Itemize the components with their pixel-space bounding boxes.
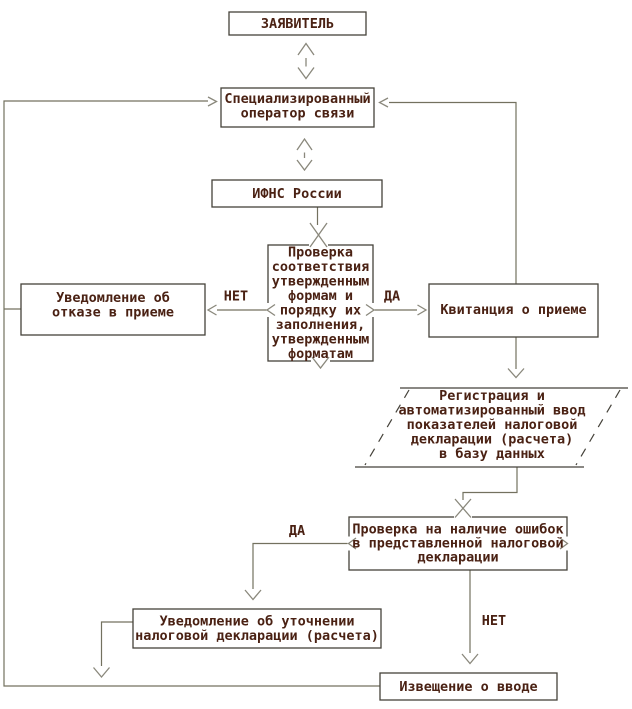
operator-label-line1: Специализированный bbox=[224, 91, 371, 107]
arrow-into-operator-right-icon bbox=[380, 98, 389, 107]
reject-notice-line2: отказе в приеме bbox=[52, 304, 174, 321]
clarification-notice-line2: налоговой декларации (расчета) bbox=[135, 628, 379, 644]
arrow-into-bottomloop-icon bbox=[94, 668, 110, 678]
error-check-line3: декларации bbox=[417, 549, 499, 566]
error-check-x-mark-icon bbox=[455, 499, 471, 518]
check-forms-line7: утвержденным bbox=[271, 331, 370, 348]
arrow-into-reject-icon bbox=[208, 305, 217, 315]
edge-label-yes-forms: ДА bbox=[383, 288, 401, 305]
applicant-label: ЗАЯВИТЕЛЬ bbox=[260, 16, 335, 32]
error-check-line1: Проверка на наличие ошибок bbox=[352, 521, 564, 538]
check-forms-line1: Проверка bbox=[287, 244, 354, 261]
registration-line1: Регистрация и bbox=[439, 388, 545, 404]
edge-clarification-to-loop bbox=[102, 622, 134, 666]
arrow-into-clarification-icon bbox=[245, 590, 261, 600]
check-forms-line8: форматам bbox=[287, 346, 354, 362]
check-forms-x-mark-icon bbox=[310, 223, 327, 247]
registration-line2: автоматизированный ввод bbox=[398, 402, 586, 419]
check-forms-line2: соответствия bbox=[271, 259, 370, 275]
arrow-into-registration-icon bbox=[508, 369, 524, 378]
edge-errorcheck-yes bbox=[253, 544, 349, 590]
double-arrow-applicant-operator-icon bbox=[298, 44, 314, 79]
arrow-into-receipt-icon bbox=[418, 305, 427, 315]
operator-label-line2: оператор связи bbox=[240, 105, 355, 122]
registration-line3: показателей налоговой bbox=[406, 417, 578, 433]
edge-label-no-errors: НЕТ bbox=[481, 613, 507, 629]
clarification-notice-line1: Уведомление об уточнении bbox=[159, 613, 355, 630]
edge-label-no-forms: НЕТ bbox=[223, 288, 249, 305]
input-notice-label: Извещение о вводе bbox=[399, 679, 538, 695]
error-check-line2: в представленной налоговой bbox=[352, 535, 564, 552]
registration-line5: в базу данных bbox=[439, 446, 545, 462]
check-forms-line3: утвержденным bbox=[271, 273, 370, 290]
edge-registration-to-errorcheck bbox=[463, 467, 517, 500]
edge-receipt-to-operator bbox=[389, 103, 516, 285]
edge-label-yes-errors: ДА bbox=[288, 523, 306, 539]
check-forms-line4: формам и bbox=[287, 288, 354, 304]
reject-notice-line1: Уведомление об bbox=[56, 290, 170, 306]
arrow-into-inputnotice-icon bbox=[462, 654, 478, 664]
arrow-into-operator-left-icon bbox=[208, 97, 217, 106]
double-arrow-operator-ifns-icon bbox=[297, 139, 312, 170]
ifns-label: ИФНС России bbox=[252, 186, 342, 202]
registration-line4: декларации (расчета) bbox=[410, 431, 574, 448]
receipt-label: Квитанция о приеме bbox=[440, 302, 587, 318]
check-forms-line6: заполнения, bbox=[275, 317, 366, 333]
check-forms-line5: порядку их bbox=[279, 302, 362, 319]
